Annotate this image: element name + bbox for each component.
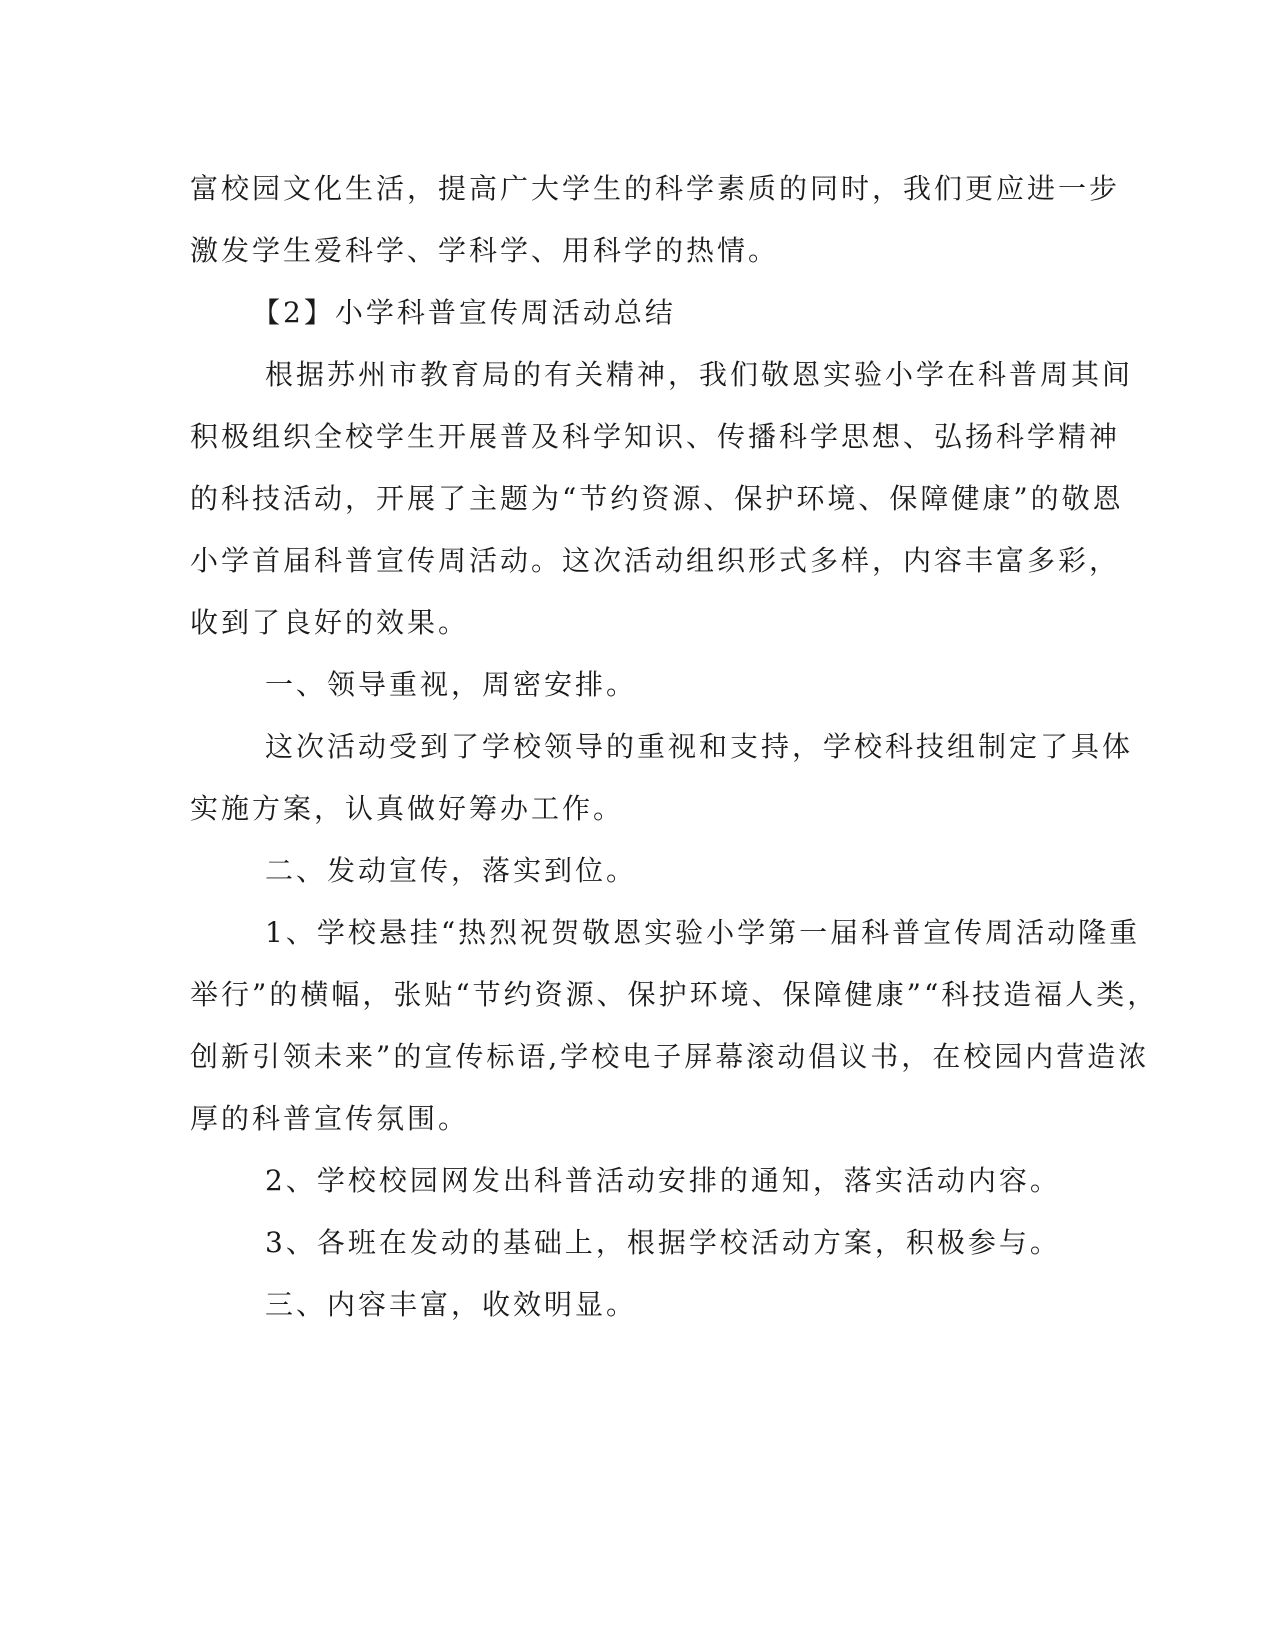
paragraph-line: 根据苏州市教育局的有关精神，我们敬恩实验小学在科普周其间 [265,358,1134,391]
subheading: 二、发动宣传，落实到位。 [265,854,638,887]
paragraph-line: 实施方案，认真做好筹办工作。 [190,792,625,825]
paragraph-line: 收到了良好的效果。 [190,606,470,639]
paragraph-line: 激发学生爱科学、学科学、用科学的热情。 [190,234,780,267]
subheading: 三、内容丰富，收效明显。 [265,1288,638,1321]
paragraph-line: 这次活动受到了学校领导的重视和支持，学校科技组制定了具体 [265,730,1134,763]
paragraph-line: 积极组织全校学生开展普及科学知识、传播科学思想、弘扬科学精神 [190,420,1121,453]
list-item: 3、各班在发动的基础上，根据学校活动方案，积极参与。 [265,1226,1061,1259]
document-body [190,158,1159,1336]
section-heading: 【2】小学科普宣传周活动总结 [252,296,676,329]
list-item: 2、学校校园网发出科普活动安排的通知，落实活动内容。 [265,1164,1061,1197]
paragraph-line: 举行”的横幅，张贴“节约资源、保护环境、保障健康”“科技造福人类， [190,978,1159,1011]
paragraph-line: 创新引领未来”的宣传标语,学校电子屏幕滚动倡议书，在校园内营造浓 [190,1040,1150,1073]
subheading: 一、领导重视，周密安排。 [265,668,638,701]
paragraph-line: 小学首届科普宣传周活动。这次活动组织形式多样，内容丰富多彩， [190,544,1121,577]
paragraph-line: 厚的科普宣传氛围。 [190,1102,470,1135]
paragraph-line: 的科技活动，开展了主题为“节约资源、保护环境、保障健康”的敬恩 [190,482,1124,515]
paragraph-line: 富校园文化生活，提高广大学生的科学素质的同时，我们更应进一步 [190,172,1121,205]
list-item: 1、学校悬挂“热烈祝贺敬恩实验小学第一届科普宣传周活动隆重 [265,916,1141,949]
